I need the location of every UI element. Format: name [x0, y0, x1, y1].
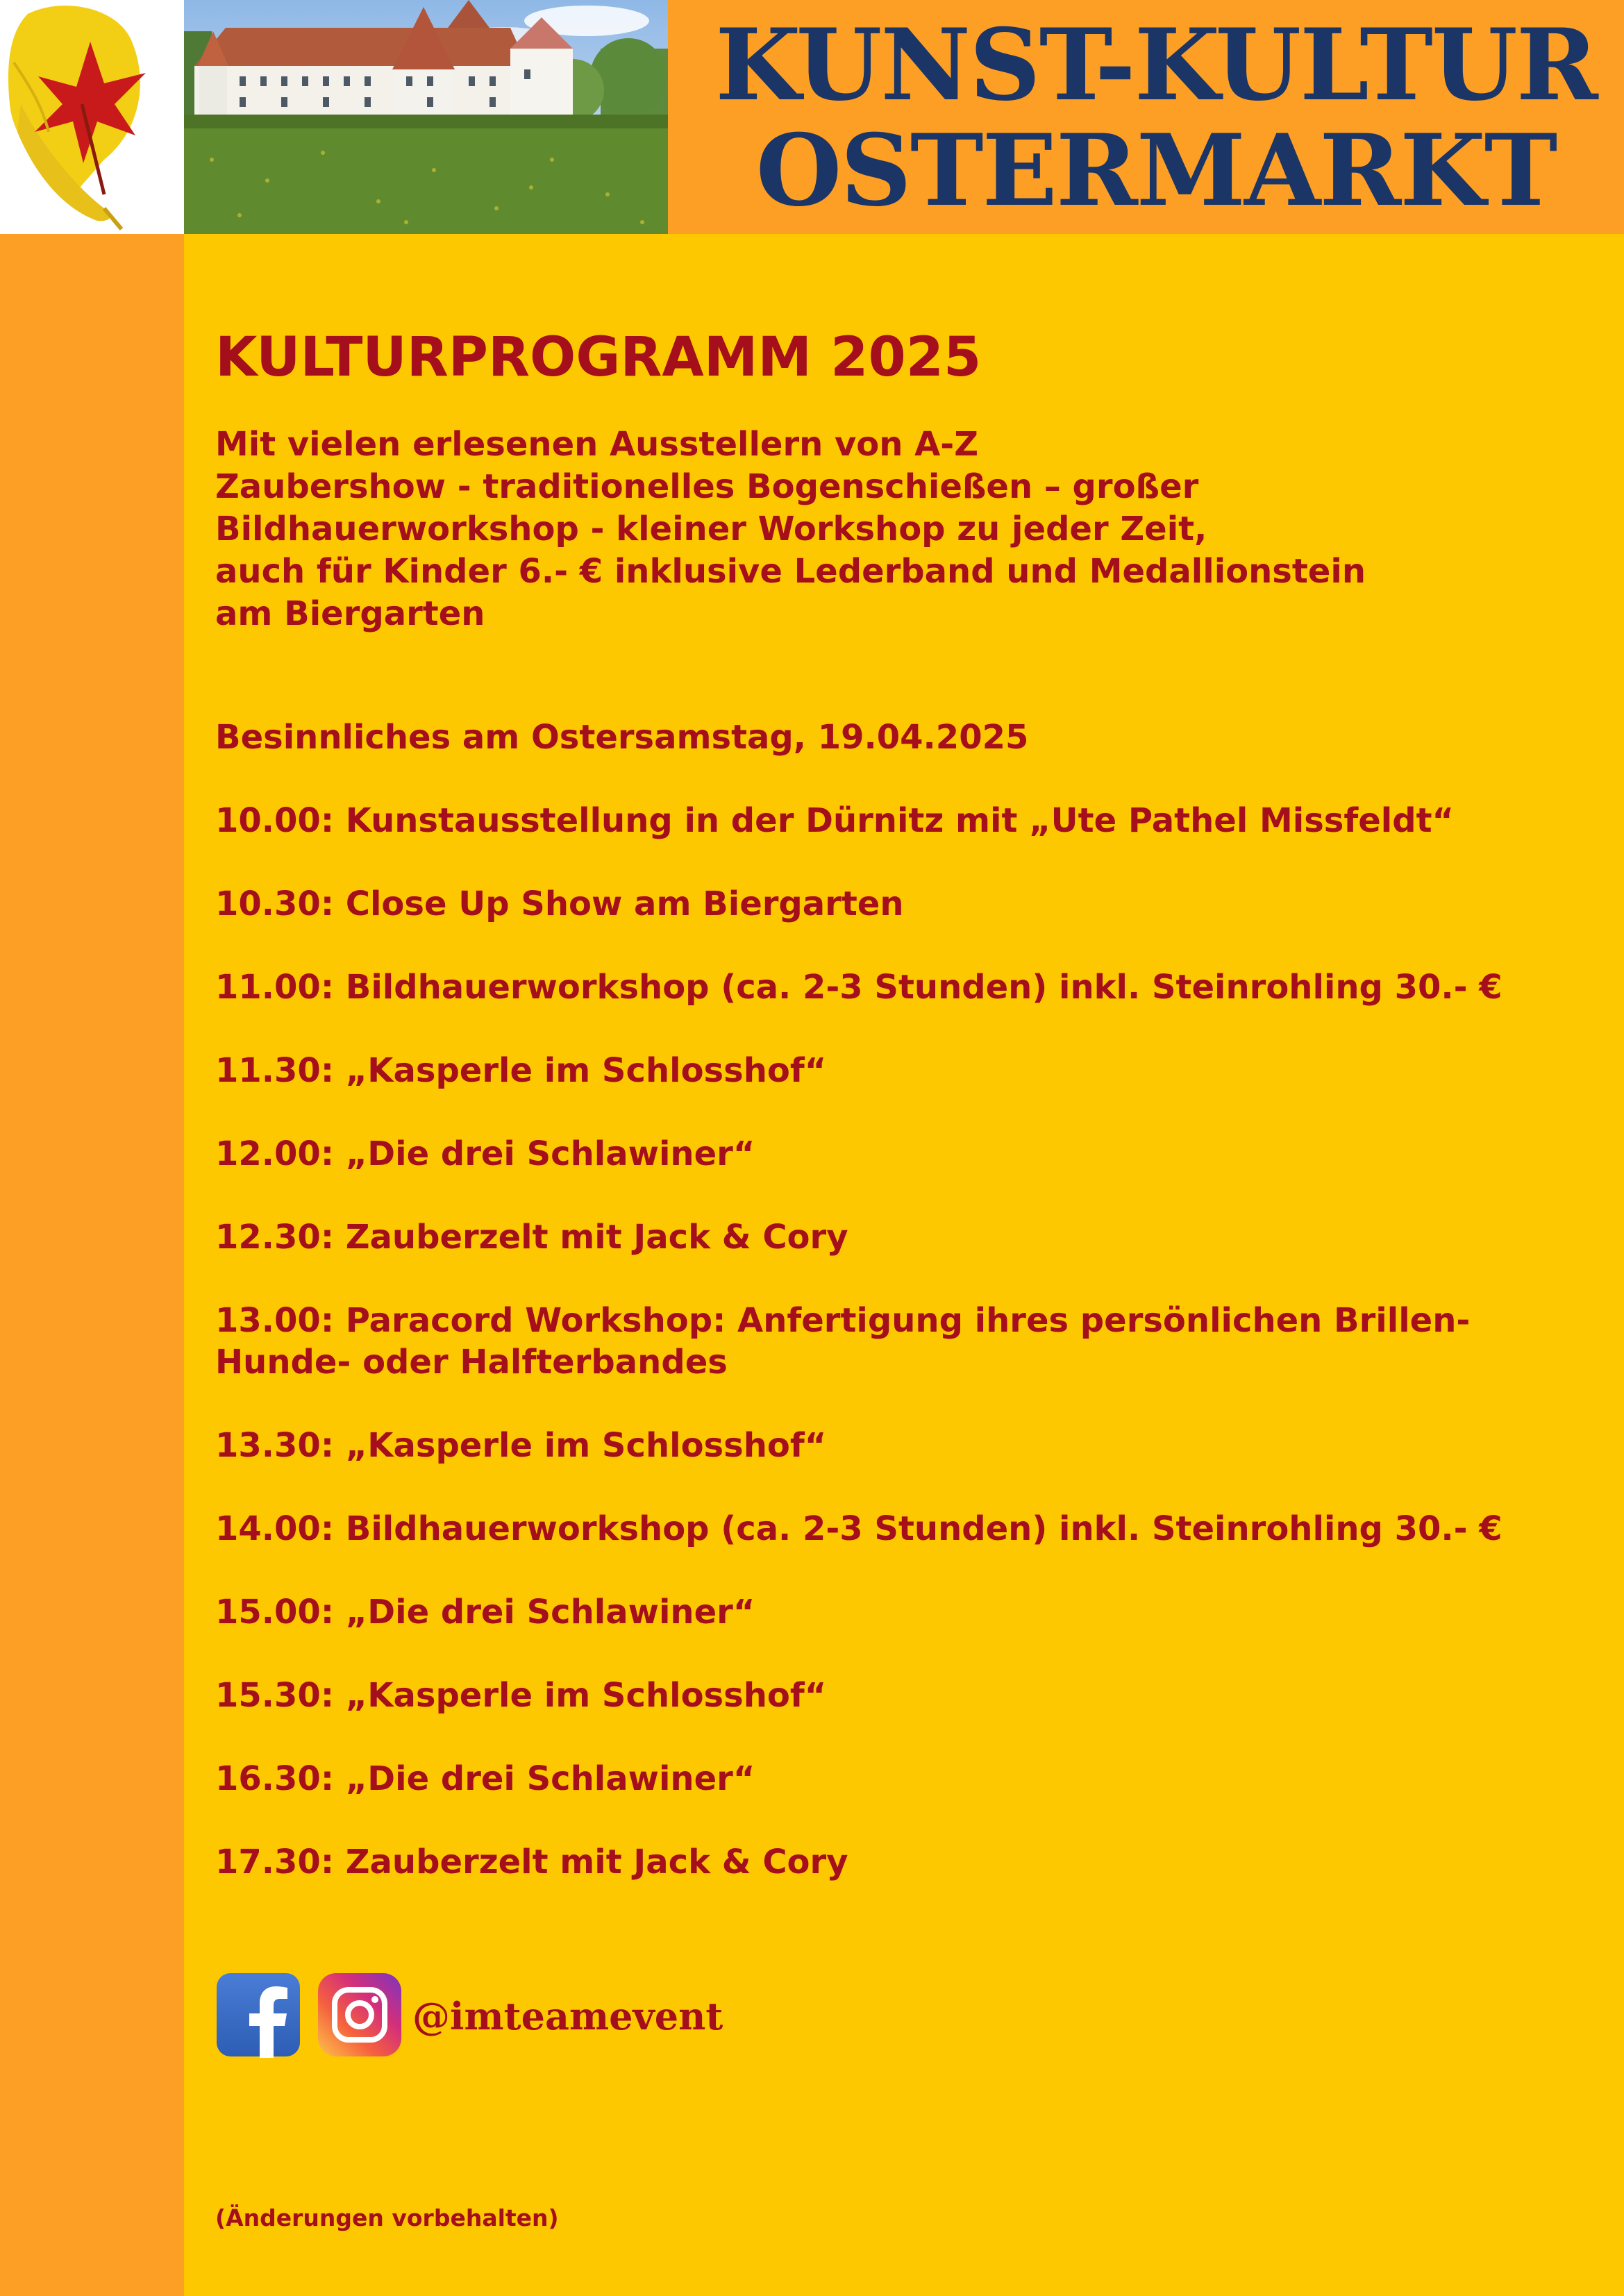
entry-text: 16.30: „Die drei Schlawiner“	[215, 1759, 755, 1798]
entry-text: 17.30: Zauberzelt mit Jack & Cory	[215, 1843, 848, 1882]
left-side-strip	[0, 0, 184, 2296]
schedule-entry	[215, 1216, 1597, 1258]
intro-line: Bildhauerworkshop - kleiner Workshop zu jeder Zeit,	[215, 510, 1207, 548]
intro-line: Mit vielen erlesenen Ausstellern von A-Z	[215, 425, 979, 464]
intro-line: Zaubershow - traditionelles Bogenschießen – großer	[215, 467, 1199, 506]
entry-text: 15.00: „Die drei Schlawiner“	[215, 1593, 755, 1632]
program-intro	[215, 424, 1597, 635]
schedule-entry	[215, 800, 1597, 841]
entry-text-continued: Hunde- oder Halfterbandes	[215, 1343, 728, 1382]
schedule-entry	[215, 1675, 1597, 1716]
entry-text: 12.30: Zauberzelt mit Jack & Cory	[215, 1218, 848, 1257]
entry-text: 13.00: Paracord Workshop: Anfertigung ihres persönlichen Brillen-	[215, 1301, 1471, 1340]
schedule-entry	[215, 1425, 1597, 1466]
entry-text: 10.30: Close Up Show am Biergarten	[215, 885, 904, 923]
event-headline	[701, 8, 1611, 228]
headline-line-2: OSTERMARKT	[755, 113, 1557, 228]
schedule-list	[215, 800, 1597, 1883]
entry-text: 11.00: Bildhauerworkshop (ca. 2-3 Stunden) inkl. Steinrohling 30.- €	[215, 968, 1502, 1007]
social-handle[interactable]: @imteamevent	[412, 1994, 723, 2038]
program-content	[215, 326, 1597, 1925]
intro-line: am Biergarten	[215, 594, 485, 633]
autumn-leaves-image	[0, 0, 184, 234]
entry-text: 10.00: Kunstausstellung in der Dürnitz mit „Ute Pathel Missfeldt“	[215, 801, 1455, 840]
day-heading: Besinnliches am Ostersamstag, 19.04.2025	[215, 718, 1029, 757]
schedule-entry	[215, 1508, 1597, 1550]
castle-photo	[184, 0, 668, 234]
program-title: KULTURPROGRAMM 2025	[215, 326, 982, 389]
entry-text: 13.30: „Kasperle im Schlosshof“	[215, 1426, 827, 1465]
schedule-entry	[215, 966, 1597, 1008]
facebook-icon[interactable]	[215, 1972, 301, 2061]
schedule-entry	[215, 1591, 1597, 1633]
entry-text: 12.00: „Die drei Schlawiner“	[215, 1134, 755, 1173]
entry-text: 11.30: „Kasperle im Schlosshof“	[215, 1051, 827, 1090]
changes-note: (Änderungen vorbehalten)	[215, 2204, 559, 2231]
schedule-entry	[215, 1841, 1597, 1883]
social-media-row	[215, 1973, 723, 2059]
schedule-entry	[215, 1300, 1597, 1383]
entry-text: 15.30: „Kasperle im Schlosshof“	[215, 1676, 827, 1715]
schedule-entry	[215, 1758, 1597, 1800]
schedule-entry	[215, 883, 1597, 925]
intro-line: auch für Kinder 6.- € inklusive Lederband und Medallionstein	[215, 552, 1366, 591]
headline-line-1: KUNST-KULTUR	[715, 8, 1597, 123]
schedule-entry	[215, 1133, 1597, 1175]
schedule-entry	[215, 1050, 1597, 1091]
instagram-icon[interactable]	[317, 1972, 403, 2061]
entry-text: 14.00: Bildhauerworkshop (ca. 2-3 Stunden) inkl. Steinrohling 30.- €	[215, 1509, 1502, 1548]
